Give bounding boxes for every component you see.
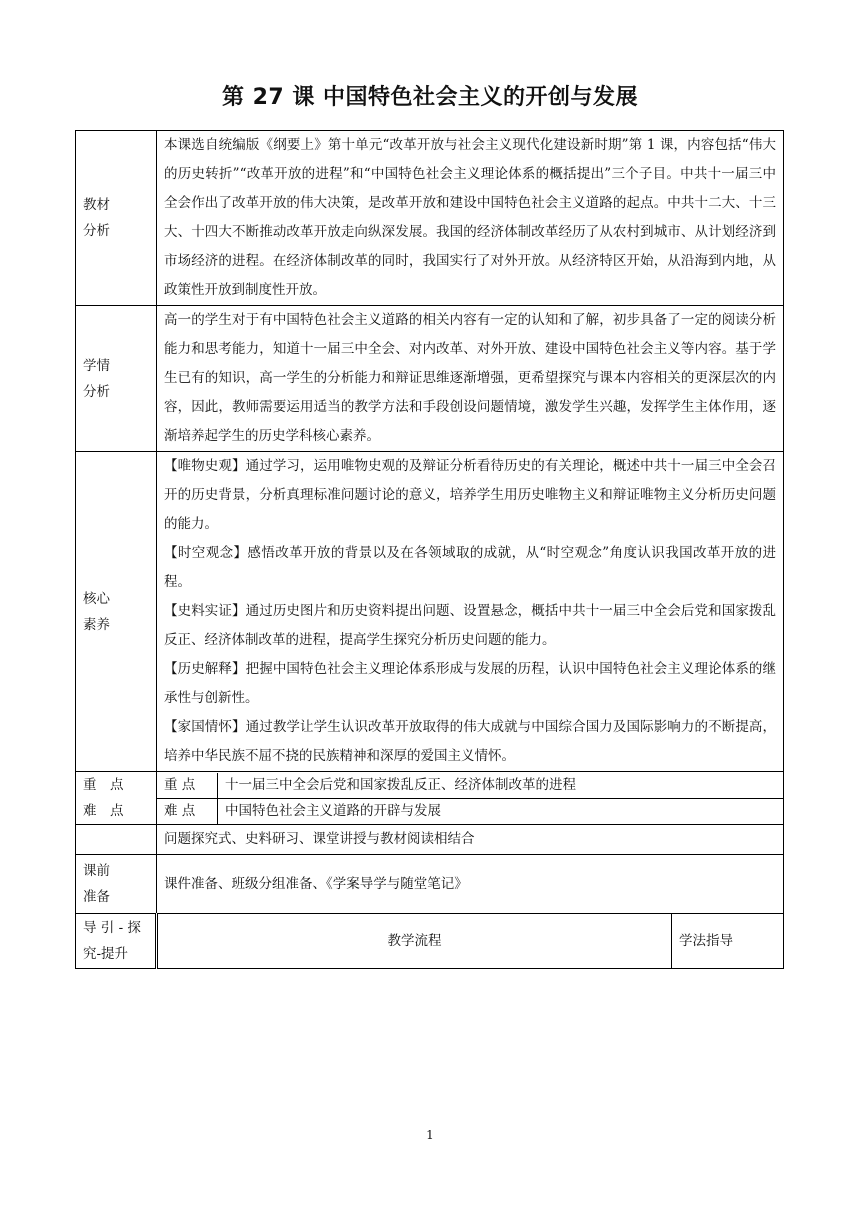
core-literacy-label: 核心 素养 [76, 452, 157, 772]
student-analysis-label: 学情 分析 [76, 306, 157, 452]
core-literacy-content [157, 452, 784, 772]
key-difficult-row [76, 772, 784, 825]
lesson-plan-table [75, 130, 784, 969]
literacy-item: 【唯物史观】通过学习，运用唯物史观的及辩证分析看待历史的有关理论，概述中共十一届三中全会召开的历史背景，分析真理标准问题讨论的意义，培养学生用历史唯物主义和辩证唯物主义分析历史问题的能力。 [164, 458, 777, 532]
key-difficult-inner-table [157, 773, 783, 824]
method-label [76, 825, 157, 855]
difficult-point-text: 中国特色社会主义道路的开辟与发展 [218, 798, 784, 824]
key-difficult-label: 重 点 难 点 [76, 772, 157, 825]
difficult-point-label: 难 点 [157, 798, 218, 824]
prep-content: 课件准备、班级分组准备、《学案导学与随堂笔记》 [157, 855, 784, 914]
prep-label: 课前 准备 [76, 855, 157, 914]
method-content: 问题探究式、史料研习、课堂讲授与教材阅读相结合 [157, 825, 784, 855]
prep-row [76, 855, 784, 914]
page-title: 第 27 课 中国特色社会主义的开创与发展 [221, 85, 639, 110]
literacy-item: 【史料实证】通过历史图片和历史资料提出问题、设置悬念，概括中共十一届三中全会后党和国家拨乱反正、经济体制改革的进程，提高学生探究分析历史问题的能力。 [164, 603, 777, 648]
key-difficult-content [157, 772, 784, 825]
student-analysis-content: 高一的学生对于有中国特色社会主义道路的相关内容有一定的认知和了解，初步具备了一定的阅读分析能力和思考能力，知道十一届三中全会、对内改革、对外开放、建设中国特色社会主义等内容。基于学生已有的知识，高一学生的分析能力和辩证思维逐渐增强，更希望探究与课本内容相关的更深层次的内容，因此，教师需要运用适当的教学方法和手段创设问题情境，激发学生兴趣，发挥学生主体作用，逐渐培养起学生的历史学科核心素养。 [157, 306, 784, 452]
textbook-analysis-row [76, 131, 784, 306]
flow-label: 导 引 - 探 究-提升 [76, 914, 157, 969]
teaching-process-header: 教学流程 [157, 914, 672, 969]
flow-row [76, 914, 784, 969]
key-point-row [157, 773, 783, 799]
method-row [76, 825, 784, 855]
literacy-item: 【时空观念】感悟改革开放的背景以及在各领域取的成就，从“时空观念”角度认识我国改革开放的进程。 [164, 545, 777, 590]
textbook-analysis-content: 本课选自统编版《纲要上》第十单元“改革开放与社会主义现代化建设新时期”第 1 课，内容包括“伟大的历史转折”“改革开放的进程”和“中国特色社会主义理论体系的概括提出”三个子目。中共十一届三中全会作出了改革开放的伟大决策，是改革开放和建设中国特色社会主义道路的起点。中共十二大、十三大、十四大不断推动改革开放走向纵深发展。我国的经济体制改革经历了从农村到城市、从计划经济到市场经济的进程。在经济体制改革的同时，我国实行了对外开放。从经济特区开始，从沿海到内地，从政策性开放到制度性开放。 [157, 131, 784, 306]
key-point-text: 十一届三中全会后党和国家拨乱反正、经济体制改革的进程 [225, 776, 576, 793]
core-literacy-row [76, 452, 784, 772]
literacy-item: 【历史解释】把握中国特色社会主义理论体系形成与发展的历程，认识中国特色社会主义理论体系的继承性与创新性。 [164, 661, 777, 706]
key-point-label: 重 点 [157, 773, 218, 799]
learning-guide-header: 学法指导 [672, 914, 784, 969]
difficult-point-row [157, 798, 783, 824]
textbook-analysis-label: 教材 分析 [76, 131, 157, 306]
literacy-item: 【家国情怀】通过教学让学生认识改革开放取得的伟大成就与中国综合国力及国际影响力的不断提高，培养中华民族不屈不挠的民族精神和深厚的爱国主义情怀。 [164, 719, 777, 764]
student-analysis-row [76, 306, 784, 452]
page-number: 1 [426, 1128, 434, 1142]
